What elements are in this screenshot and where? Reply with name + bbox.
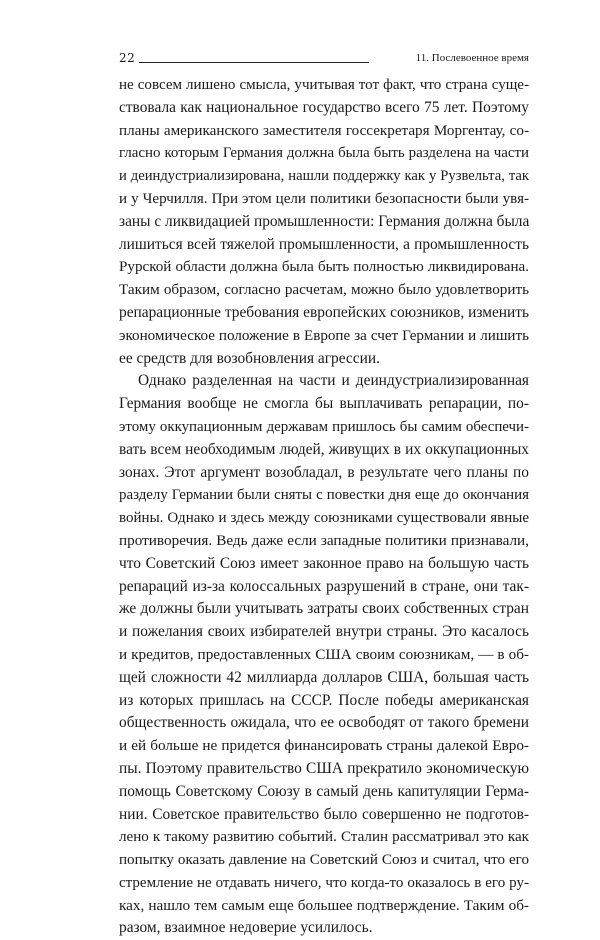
text-line: Однако разделенная на части и деиндустриализированная [138,372,529,390]
text-line: ствовала как национальное государство всего 75 лет. Поэтому [119,98,529,116]
text-line: нии. Советское правительство было совершенно не подготов- [119,805,529,823]
text-line: планы американского заместителя госсекретаря Моргентау, со- [119,122,529,139]
text-line: экономическое положение в Европе за счет Германии и лишить [119,327,529,344]
text-line: и у Черчилля. При этом цели политики безопасности были увя- [119,190,529,207]
text-line: заны с ликвидацией промышленности: Германия должна была [119,212,530,230]
text-line: Рурской области должна была быть полностью ликвидирована. [119,259,529,276]
text-line: противоречия. Ведь даже если западные политики признавали, [119,531,529,549]
text-line: помощь Советскому Союзу в самый день капитуляции Герма- [119,782,529,800]
text-line: же должны были учитывать затраты своих собственных стран [119,600,529,618]
text-line: стремление не отдавать ничего, что когда-то оказалось в его ру- [119,874,529,891]
text-line: ках, нашло тем самым еще большее подтверждение. Таким об- [119,896,529,914]
text-line: и ей больше не придется финансировать страны далекой Евро- [119,737,529,755]
text-line: что Советский Союз имеет законное право на большую часть [119,554,529,572]
paragraph-1 [119,74,529,370]
page-header [119,52,529,66]
text-line: Таким образом, согласно расчетам, можно было удовлетворить [119,281,529,299]
text-line: репарационные требования европейских союзников, изменить [119,303,529,321]
text-line: и кредитов, предоставленных США своим союзникам, — в об- [119,645,529,663]
text-line: лишиться всей тяжелой промышленности, а промышленность [119,235,529,253]
body-text [119,74,529,940]
text-line: общественность ожидала, что ее освободят от такого бремени [119,714,529,732]
running-title: 11. Послевоенное время [415,52,529,64]
text-line: разделу Германии были сняты с повестки дня еще до окончания [119,487,529,504]
text-line: этому оккупационным державам пришлось бы самим обеспечи- [119,418,529,435]
header-rule [139,62,369,63]
text-line: щей сложности 42 миллиарда долларов США, большая часть [119,668,529,686]
text-line: не совсем лишено смысла, учитывая тот факт, что страна суще- [119,77,529,93]
text-line: зонах. Этот аргумент возобладал, в результате чего планы по [119,463,529,481]
text-line: вать всем необходимым людей, живущих в их оккупационных [119,440,529,458]
text-line: ее средств для возобновления агрессии. [119,349,380,367]
text-line: Германия вообще не смогла бы выплачивать репарации, по- [119,395,529,413]
text-line: гласно которым Германия должна была быть разделена на части [119,145,529,162]
text-line: попытку оказать давление на Советский Союз и считал, что его [119,852,529,869]
text-line: и деиндустриализирована, нашли поддержку как у Рузвельта, так [119,168,529,185]
text-line: и пожелания своих избирателей внутри страны. Это касалось [119,623,529,641]
text-line: лено к такому развитию событий. Сталин рассматривал это как [119,829,529,846]
text-line: разом, взаимное недоверие усилилось. [119,919,373,937]
text-line: войны. Однако и здесь между союзниками существовали явные [119,510,529,527]
text-line: репараций из-за колоссальных разрушений в стране, они так- [119,577,529,595]
paragraph-2 [119,370,529,940]
text-line: из которых пришлась на СССР. После победы американская [119,691,529,709]
text-line: пы. Поэтому правительство США прекратило экономическую [119,759,529,777]
page-number: 22 [119,51,136,65]
